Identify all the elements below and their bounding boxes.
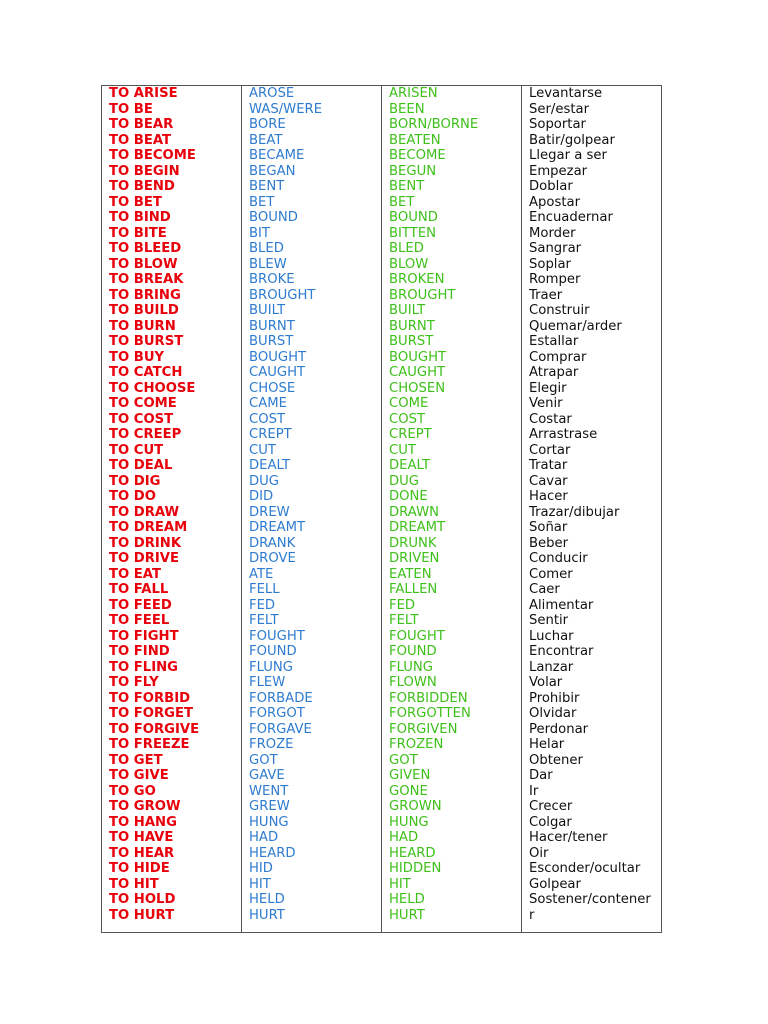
table-row bbox=[102, 427, 662, 443]
infinitive-cell: TO EAT bbox=[102, 567, 242, 583]
participle-cell: FLOWN bbox=[382, 675, 522, 691]
past-cell: BIT bbox=[242, 226, 382, 242]
table-row bbox=[102, 675, 662, 691]
infinitive-cell: TO BEAT bbox=[102, 133, 242, 149]
table-row bbox=[102, 691, 662, 707]
translation-cell: Golpear bbox=[522, 877, 662, 893]
table-row bbox=[102, 489, 662, 505]
translation-cell: Arrastrase bbox=[522, 427, 662, 443]
participle-cell: GOT bbox=[382, 753, 522, 769]
table-row bbox=[102, 241, 662, 257]
participle-cell: BEATEN bbox=[382, 133, 522, 149]
translation-cell: Volar bbox=[522, 675, 662, 691]
past-cell: FOUND bbox=[242, 644, 382, 660]
participle-cell: BEEN bbox=[382, 102, 522, 118]
translation-cell: Quemar/arder bbox=[522, 319, 662, 335]
infinitive-cell: TO HIT bbox=[102, 877, 242, 893]
participle-cell: GIVEN bbox=[382, 768, 522, 784]
participle-cell: ARISEN bbox=[382, 86, 522, 102]
translation-cell: Costar bbox=[522, 412, 662, 428]
table-row bbox=[102, 102, 662, 118]
table-row bbox=[102, 629, 662, 645]
participle-cell: DREAMT bbox=[382, 520, 522, 536]
infinitive-cell: TO ARISE bbox=[102, 86, 242, 102]
table-row bbox=[102, 365, 662, 381]
participle-cell: DRUNK bbox=[382, 536, 522, 552]
table-row bbox=[102, 567, 662, 583]
infinitive-cell: TO FLY bbox=[102, 675, 242, 691]
participle-cell: DEALT bbox=[382, 458, 522, 474]
past-cell: FED bbox=[242, 598, 382, 614]
infinitive-cell: TO COME bbox=[102, 396, 242, 412]
table-row bbox=[102, 381, 662, 397]
translation-cell: Ser/estar bbox=[522, 102, 662, 118]
table-row bbox=[102, 179, 662, 195]
participle-cell: COME bbox=[382, 396, 522, 412]
spacer-cell bbox=[522, 923, 662, 933]
past-cell: CUT bbox=[242, 443, 382, 459]
past-cell: FOUGHT bbox=[242, 629, 382, 645]
infinitive-cell: TO BURST bbox=[102, 334, 242, 350]
table-row bbox=[102, 908, 662, 924]
past-cell: BOUND bbox=[242, 210, 382, 226]
participle-cell: FOUND bbox=[382, 644, 522, 660]
translation-cell: Estallar bbox=[522, 334, 662, 350]
infinitive-cell: TO BE bbox=[102, 102, 242, 118]
translation-cell: Sostener/contener bbox=[522, 892, 662, 908]
table-row bbox=[102, 784, 662, 800]
table-row bbox=[102, 861, 662, 877]
past-cell: COST bbox=[242, 412, 382, 428]
translation-cell: Comprar bbox=[522, 350, 662, 366]
translation-cell: Prohibir bbox=[522, 691, 662, 707]
table-row bbox=[102, 319, 662, 335]
infinitive-cell: TO GO bbox=[102, 784, 242, 800]
table-row bbox=[102, 334, 662, 350]
table-row bbox=[102, 412, 662, 428]
participle-cell: BURST bbox=[382, 334, 522, 350]
infinitive-cell: TO FIGHT bbox=[102, 629, 242, 645]
past-cell: DROVE bbox=[242, 551, 382, 567]
translation-cell: Soportar bbox=[522, 117, 662, 133]
translation-cell: Construir bbox=[522, 303, 662, 319]
past-cell: WENT bbox=[242, 784, 382, 800]
infinitive-cell: TO CATCH bbox=[102, 365, 242, 381]
past-cell: DREAMT bbox=[242, 520, 382, 536]
participle-cell: BROKEN bbox=[382, 272, 522, 288]
translation-cell: Doblar bbox=[522, 179, 662, 195]
infinitive-cell: TO BUY bbox=[102, 350, 242, 366]
past-cell: FORGOT bbox=[242, 706, 382, 722]
participle-cell: DRIVEN bbox=[382, 551, 522, 567]
table-row bbox=[102, 288, 662, 304]
infinitive-cell: TO DREAM bbox=[102, 520, 242, 536]
infinitive-cell: TO BEGIN bbox=[102, 164, 242, 180]
translation-cell: Esconder/ocultar bbox=[522, 861, 662, 877]
past-cell: HIT bbox=[242, 877, 382, 893]
past-cell: BLEW bbox=[242, 257, 382, 273]
translation-cell: Helar bbox=[522, 737, 662, 753]
participle-cell: FED bbox=[382, 598, 522, 614]
translation-cell: Cavar bbox=[522, 474, 662, 490]
past-cell: BORE bbox=[242, 117, 382, 133]
past-cell: BURST bbox=[242, 334, 382, 350]
infinitive-cell: TO DRIVE bbox=[102, 551, 242, 567]
past-cell: FORGAVE bbox=[242, 722, 382, 738]
table-row bbox=[102, 86, 662, 102]
infinitive-cell: TO BURN bbox=[102, 319, 242, 335]
past-cell: GREW bbox=[242, 799, 382, 815]
translation-cell: Ir bbox=[522, 784, 662, 800]
infinitive-cell: TO HIDE bbox=[102, 861, 242, 877]
infinitive-cell: TO FEEL bbox=[102, 613, 242, 629]
table-row bbox=[102, 164, 662, 180]
past-cell: FELL bbox=[242, 582, 382, 598]
participle-cell: FORBIDDEN bbox=[382, 691, 522, 707]
participle-cell: CREPT bbox=[382, 427, 522, 443]
translation-cell: Cortar bbox=[522, 443, 662, 459]
infinitive-cell: TO CHOOSE bbox=[102, 381, 242, 397]
translation-cell: Sentir bbox=[522, 613, 662, 629]
participle-cell: FROZEN bbox=[382, 737, 522, 753]
participle-cell: BUILT bbox=[382, 303, 522, 319]
table-bottom-spacer bbox=[102, 923, 662, 933]
infinitive-cell: TO COST bbox=[102, 412, 242, 428]
past-cell: DID bbox=[242, 489, 382, 505]
past-cell: FROZE bbox=[242, 737, 382, 753]
infinitive-cell: TO BIND bbox=[102, 210, 242, 226]
infinitive-cell: TO HANG bbox=[102, 815, 242, 831]
past-cell: BLED bbox=[242, 241, 382, 257]
irregular-verbs-table bbox=[101, 85, 662, 933]
translation-cell: Batir/golpear bbox=[522, 133, 662, 149]
table-row bbox=[102, 195, 662, 211]
past-cell: BUILT bbox=[242, 303, 382, 319]
infinitive-cell: TO GROW bbox=[102, 799, 242, 815]
past-cell: BOUGHT bbox=[242, 350, 382, 366]
participle-cell: BROUGHT bbox=[382, 288, 522, 304]
infinitive-cell: TO CUT bbox=[102, 443, 242, 459]
participle-cell: DRAWN bbox=[382, 505, 522, 521]
past-cell: BROKE bbox=[242, 272, 382, 288]
infinitive-cell: TO CREEP bbox=[102, 427, 242, 443]
participle-cell: BECOME bbox=[382, 148, 522, 164]
participle-cell: FORGOTTEN bbox=[382, 706, 522, 722]
translation-cell: Hacer/tener bbox=[522, 830, 662, 846]
past-cell: WAS/WERE bbox=[242, 102, 382, 118]
infinitive-cell: TO FLING bbox=[102, 660, 242, 676]
table-row bbox=[102, 505, 662, 521]
past-cell: HID bbox=[242, 861, 382, 877]
past-cell: HUNG bbox=[242, 815, 382, 831]
participle-cell: HELD bbox=[382, 892, 522, 908]
participle-cell: HIT bbox=[382, 877, 522, 893]
table-row bbox=[102, 660, 662, 676]
table-row bbox=[102, 598, 662, 614]
table-row bbox=[102, 551, 662, 567]
translation-cell: Romper bbox=[522, 272, 662, 288]
past-cell: FORBADE bbox=[242, 691, 382, 707]
participle-cell: CAUGHT bbox=[382, 365, 522, 381]
translation-cell: Beber bbox=[522, 536, 662, 552]
participle-cell: BOUND bbox=[382, 210, 522, 226]
participle-cell: HUNG bbox=[382, 815, 522, 831]
infinitive-cell: TO FORBID bbox=[102, 691, 242, 707]
past-cell: BET bbox=[242, 195, 382, 211]
participle-cell: FELT bbox=[382, 613, 522, 629]
participle-cell: BLED bbox=[382, 241, 522, 257]
infinitive-cell: TO HURT bbox=[102, 908, 242, 924]
table-row bbox=[102, 737, 662, 753]
infinitive-cell: TO FEED bbox=[102, 598, 242, 614]
participle-cell: EATEN bbox=[382, 567, 522, 583]
translation-cell: Conducir bbox=[522, 551, 662, 567]
past-cell: AROSE bbox=[242, 86, 382, 102]
translation-cell: Olvidar bbox=[522, 706, 662, 722]
infinitive-cell: TO FORGET bbox=[102, 706, 242, 722]
infinitive-cell: TO BREAK bbox=[102, 272, 242, 288]
translation-cell: Hacer bbox=[522, 489, 662, 505]
table-row bbox=[102, 877, 662, 893]
translation-cell: Crecer bbox=[522, 799, 662, 815]
table-row bbox=[102, 644, 662, 660]
table-row bbox=[102, 582, 662, 598]
translation-cell: Soñar bbox=[522, 520, 662, 536]
infinitive-cell: TO BEND bbox=[102, 179, 242, 195]
translation-cell: Perdonar bbox=[522, 722, 662, 738]
past-cell: GOT bbox=[242, 753, 382, 769]
translation-cell: Encuadernar bbox=[522, 210, 662, 226]
table-row bbox=[102, 753, 662, 769]
spacer-cell bbox=[242, 923, 382, 933]
participle-cell: BENT bbox=[382, 179, 522, 195]
table-row bbox=[102, 520, 662, 536]
table-row bbox=[102, 226, 662, 242]
past-cell: HURT bbox=[242, 908, 382, 924]
infinitive-cell: TO DO bbox=[102, 489, 242, 505]
translation-cell: Soplar bbox=[522, 257, 662, 273]
participle-cell: BET bbox=[382, 195, 522, 211]
table-row bbox=[102, 148, 662, 164]
past-cell: HEARD bbox=[242, 846, 382, 862]
infinitive-cell: TO BRING bbox=[102, 288, 242, 304]
past-cell: DUG bbox=[242, 474, 382, 490]
participle-cell: CUT bbox=[382, 443, 522, 459]
past-cell: CHOSE bbox=[242, 381, 382, 397]
translation-cell: Encontrar bbox=[522, 644, 662, 660]
infinitive-cell: TO FREEZE bbox=[102, 737, 242, 753]
past-cell: CAUGHT bbox=[242, 365, 382, 381]
translation-cell: Comer bbox=[522, 567, 662, 583]
participle-cell: HURT bbox=[382, 908, 522, 924]
infinitive-cell: TO DEAL bbox=[102, 458, 242, 474]
participle-cell: HAD bbox=[382, 830, 522, 846]
table-row bbox=[102, 846, 662, 862]
infinitive-cell: TO GET bbox=[102, 753, 242, 769]
infinitive-cell: TO BET bbox=[102, 195, 242, 211]
infinitive-cell: TO FALL bbox=[102, 582, 242, 598]
participle-cell: HEARD bbox=[382, 846, 522, 862]
participle-cell: BORN/BORNE bbox=[382, 117, 522, 133]
past-cell: BURNT bbox=[242, 319, 382, 335]
participle-cell: CHOSEN bbox=[382, 381, 522, 397]
translation-cell: Traer bbox=[522, 288, 662, 304]
table-row bbox=[102, 613, 662, 629]
verb-table-body bbox=[102, 86, 662, 933]
table-row bbox=[102, 350, 662, 366]
translation-cell: Caer bbox=[522, 582, 662, 598]
participle-cell: HIDDEN bbox=[382, 861, 522, 877]
past-cell: ATE bbox=[242, 567, 382, 583]
infinitive-cell: TO DIG bbox=[102, 474, 242, 490]
table-row bbox=[102, 892, 662, 908]
participle-cell: FOUGHT bbox=[382, 629, 522, 645]
past-cell: FLEW bbox=[242, 675, 382, 691]
table-row bbox=[102, 133, 662, 149]
participle-cell: DONE bbox=[382, 489, 522, 505]
participle-cell: GROWN bbox=[382, 799, 522, 815]
table-row bbox=[102, 706, 662, 722]
table-row bbox=[102, 768, 662, 784]
participle-cell: GONE bbox=[382, 784, 522, 800]
translation-cell: Tratar bbox=[522, 458, 662, 474]
participle-cell: FLUNG bbox=[382, 660, 522, 676]
translation-cell: Sangrar bbox=[522, 241, 662, 257]
infinitive-cell: TO HOLD bbox=[102, 892, 242, 908]
participle-cell: FORGIVEN bbox=[382, 722, 522, 738]
participle-cell: FALLEN bbox=[382, 582, 522, 598]
infinitive-cell: TO BECOME bbox=[102, 148, 242, 164]
translation-cell: Llegar a ser bbox=[522, 148, 662, 164]
past-cell: HELD bbox=[242, 892, 382, 908]
infinitive-cell: TO BITE bbox=[102, 226, 242, 242]
translation-cell: Luchar bbox=[522, 629, 662, 645]
past-cell: BENT bbox=[242, 179, 382, 195]
infinitive-cell: TO GIVE bbox=[102, 768, 242, 784]
translation-cell: Alimentar bbox=[522, 598, 662, 614]
infinitive-cell: TO BEAR bbox=[102, 117, 242, 133]
spacer-cell bbox=[102, 923, 242, 933]
translation-cell: Obtener bbox=[522, 753, 662, 769]
past-cell: HAD bbox=[242, 830, 382, 846]
participle-cell: DUG bbox=[382, 474, 522, 490]
table-row bbox=[102, 396, 662, 412]
table-row bbox=[102, 117, 662, 133]
translation-cell: Venir bbox=[522, 396, 662, 412]
spacer-cell bbox=[382, 923, 522, 933]
participle-cell: BLOW bbox=[382, 257, 522, 273]
past-cell: BEGAN bbox=[242, 164, 382, 180]
past-cell: BECAME bbox=[242, 148, 382, 164]
translation-cell: r bbox=[522, 908, 662, 924]
infinitive-cell: TO BUILD bbox=[102, 303, 242, 319]
participle-cell: BOUGHT bbox=[382, 350, 522, 366]
past-cell: CREPT bbox=[242, 427, 382, 443]
table-row bbox=[102, 815, 662, 831]
participle-cell: BEGUN bbox=[382, 164, 522, 180]
translation-cell: Oir bbox=[522, 846, 662, 862]
infinitive-cell: TO BLOW bbox=[102, 257, 242, 273]
table-row bbox=[102, 443, 662, 459]
translation-cell: Morder bbox=[522, 226, 662, 242]
infinitive-cell: TO BLEED bbox=[102, 241, 242, 257]
past-cell: BEAT bbox=[242, 133, 382, 149]
translation-cell: Atrapar bbox=[522, 365, 662, 381]
past-cell: FLUNG bbox=[242, 660, 382, 676]
past-cell: FELT bbox=[242, 613, 382, 629]
table-row bbox=[102, 272, 662, 288]
past-cell: DREW bbox=[242, 505, 382, 521]
table-row bbox=[102, 303, 662, 319]
table-row bbox=[102, 210, 662, 226]
translation-cell: Apostar bbox=[522, 195, 662, 211]
past-cell: DEALT bbox=[242, 458, 382, 474]
translation-cell: Trazar/dibujar bbox=[522, 505, 662, 521]
past-cell: GAVE bbox=[242, 768, 382, 784]
infinitive-cell: TO DRAW bbox=[102, 505, 242, 521]
infinitive-cell: TO HEAR bbox=[102, 846, 242, 862]
past-cell: DRANK bbox=[242, 536, 382, 552]
table-row bbox=[102, 458, 662, 474]
infinitive-cell: TO HAVE bbox=[102, 830, 242, 846]
table-row bbox=[102, 257, 662, 273]
table-row bbox=[102, 722, 662, 738]
translation-cell: Levantarse bbox=[522, 86, 662, 102]
translation-cell: Empezar bbox=[522, 164, 662, 180]
infinitive-cell: TO FORGIVE bbox=[102, 722, 242, 738]
infinitive-cell: TO DRINK bbox=[102, 536, 242, 552]
past-cell: CAME bbox=[242, 396, 382, 412]
table-row bbox=[102, 536, 662, 552]
infinitive-cell: TO FIND bbox=[102, 644, 242, 660]
translation-cell: Dar bbox=[522, 768, 662, 784]
translation-cell: Lanzar bbox=[522, 660, 662, 676]
past-cell: BROUGHT bbox=[242, 288, 382, 304]
translation-cell: Elegir bbox=[522, 381, 662, 397]
table-row bbox=[102, 799, 662, 815]
participle-cell: BITTEN bbox=[382, 226, 522, 242]
table-row bbox=[102, 830, 662, 846]
participle-cell: BURNT bbox=[382, 319, 522, 335]
table-row bbox=[102, 474, 662, 490]
participle-cell: COST bbox=[382, 412, 522, 428]
translation-cell: Colgar bbox=[522, 815, 662, 831]
